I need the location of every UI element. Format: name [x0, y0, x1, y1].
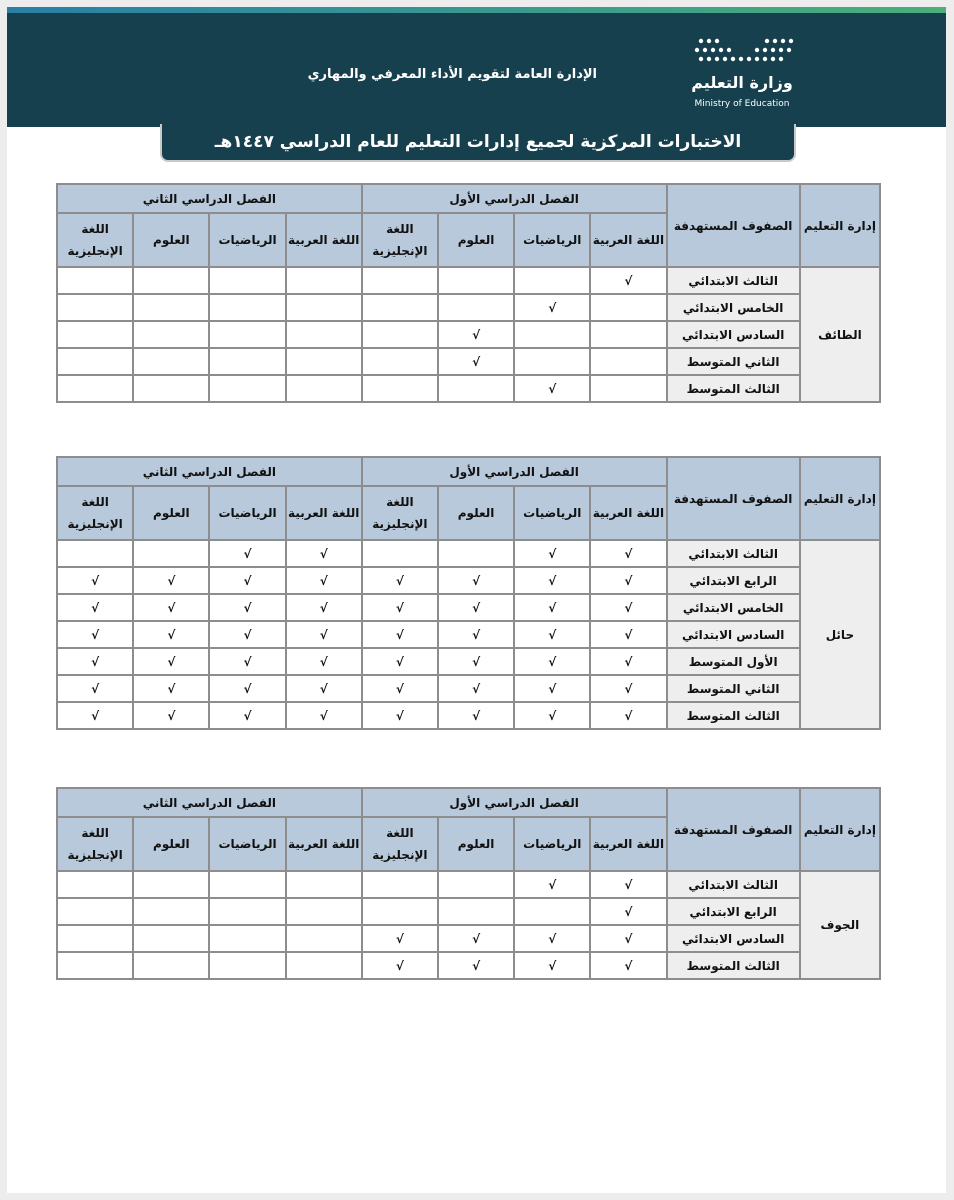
- semester-1-header: الفصل الدراسي الأول: [362, 457, 667, 486]
- grade-label: الثالث المتوسط: [667, 375, 800, 402]
- subject-header-s2-2: الرياضيات: [209, 486, 285, 540]
- table-row: [57, 375, 880, 402]
- table-row: [57, 267, 880, 294]
- check-mark-cell: √: [514, 648, 590, 675]
- empty-cell: [133, 925, 209, 952]
- empty-cell: [590, 375, 666, 402]
- check-mark-cell: √: [590, 621, 666, 648]
- check-mark-cell: √: [438, 702, 514, 729]
- region-name: حائل: [800, 540, 880, 729]
- empty-cell: [514, 898, 590, 925]
- grades-column-header: الصفوف المستهدفة: [667, 457, 800, 540]
- check-mark-cell: √: [438, 594, 514, 621]
- check-mark-cell: √: [590, 898, 666, 925]
- grade-label: الخامس الابتدائي: [667, 294, 800, 321]
- check-mark-cell: √: [209, 621, 285, 648]
- subject-header-s2-1: اللغة العربية: [286, 817, 362, 871]
- grades-column-header: الصفوف المستهدفة: [667, 184, 800, 267]
- empty-cell: [362, 375, 438, 402]
- grade-label: السادس الابتدائي: [667, 321, 800, 348]
- header-row: [57, 788, 880, 817]
- empty-cell: [438, 871, 514, 898]
- empty-cell: [362, 267, 438, 294]
- check-mark-cell: √: [590, 648, 666, 675]
- subject-header-s2-3: العلوم: [133, 817, 209, 871]
- document-title-bar: [160, 124, 796, 162]
- check-mark-cell: √: [514, 675, 590, 702]
- empty-cell: [133, 294, 209, 321]
- check-mark-cell: √: [362, 675, 438, 702]
- check-mark-cell: √: [590, 702, 666, 729]
- table-row: [57, 648, 880, 675]
- semester-1-header: الفصل الدراسي الأول: [362, 788, 667, 817]
- check-mark-cell: √: [514, 952, 590, 979]
- empty-cell: [590, 321, 666, 348]
- empty-cell: [57, 348, 133, 375]
- empty-cell: [133, 321, 209, 348]
- check-mark-cell: √: [286, 702, 362, 729]
- check-mark-cell: √: [209, 648, 285, 675]
- grade-label: الثالث الابتدائي: [667, 871, 800, 898]
- empty-cell: [286, 898, 362, 925]
- empty-cell: [362, 348, 438, 375]
- empty-cell: [57, 925, 133, 952]
- empty-cell: [57, 375, 133, 402]
- check-mark-cell: √: [590, 540, 666, 567]
- empty-cell: [57, 871, 133, 898]
- check-mark-cell: √: [590, 952, 666, 979]
- check-mark-cell: √: [133, 702, 209, 729]
- empty-cell: [57, 294, 133, 321]
- check-mark-cell: √: [133, 621, 209, 648]
- empty-cell: [133, 871, 209, 898]
- check-mark-cell: √: [57, 675, 133, 702]
- empty-cell: [286, 294, 362, 321]
- grade-label: السادس الابتدائي: [667, 925, 800, 952]
- empty-cell: [438, 898, 514, 925]
- empty-cell: [514, 267, 590, 294]
- schedule-table-3: [56, 787, 881, 980]
- check-mark-cell: √: [362, 702, 438, 729]
- region-column-header: إدارة التعليم: [800, 457, 880, 540]
- empty-cell: [590, 348, 666, 375]
- empty-cell: [286, 925, 362, 952]
- empty-cell: [362, 294, 438, 321]
- subject-header-s1-2: الرياضيات: [514, 213, 590, 267]
- empty-cell: [438, 375, 514, 402]
- empty-cell: [57, 267, 133, 294]
- empty-cell: [286, 871, 362, 898]
- empty-cell: [209, 294, 285, 321]
- table-row: [57, 567, 880, 594]
- empty-cell: [209, 375, 285, 402]
- table-row: [57, 702, 880, 729]
- check-mark-cell: √: [286, 594, 362, 621]
- empty-cell: [57, 898, 133, 925]
- subject-header-s2-2: الرياضيات: [209, 817, 285, 871]
- check-mark-cell: √: [286, 675, 362, 702]
- table-row: [57, 621, 880, 648]
- grade-label: السادس الابتدائي: [667, 621, 800, 648]
- empty-cell: [438, 540, 514, 567]
- empty-cell: [362, 321, 438, 348]
- check-mark-cell: √: [133, 594, 209, 621]
- empty-cell: [133, 540, 209, 567]
- check-mark-cell: √: [209, 540, 285, 567]
- subject-header-s2-4: اللغة الإنجليزية: [57, 213, 133, 267]
- check-mark-cell: √: [209, 567, 285, 594]
- grade-label: الأول المتوسط: [667, 648, 800, 675]
- check-mark-cell: √: [438, 675, 514, 702]
- region-name: الطائف: [800, 267, 880, 402]
- ministry-logo: [687, 33, 797, 117]
- logo-english-text: Ministry of Education: [694, 99, 790, 109]
- check-mark-cell: √: [57, 567, 133, 594]
- empty-cell: [209, 952, 285, 979]
- grade-label: الثاني المتوسط: [667, 348, 800, 375]
- empty-cell: [209, 348, 285, 375]
- grade-label: الثاني المتوسط: [667, 675, 800, 702]
- table-row: [57, 594, 880, 621]
- semester-2-header: الفصل الدراسي الثاني: [57, 457, 362, 486]
- empty-cell: [133, 952, 209, 979]
- check-mark-cell: √: [590, 267, 666, 294]
- subject-header-s2-4: اللغة الإنجليزية: [57, 486, 133, 540]
- empty-cell: [590, 294, 666, 321]
- empty-cell: [362, 898, 438, 925]
- check-mark-cell: √: [209, 702, 285, 729]
- check-mark-cell: √: [286, 648, 362, 675]
- check-mark-cell: √: [362, 925, 438, 952]
- empty-cell: [438, 294, 514, 321]
- region-name: الجوف: [800, 871, 880, 979]
- document-title: الاختبارات المركزية لجميع إدارات التعليم للعام الدراسي ١٤٤٧هـ: [214, 132, 742, 152]
- check-mark-cell: √: [590, 594, 666, 621]
- grades-column-header: الصفوف المستهدفة: [667, 788, 800, 871]
- check-mark-cell: √: [133, 567, 209, 594]
- check-mark-cell: √: [438, 567, 514, 594]
- header-row: [57, 184, 880, 213]
- subject-header-s1-2: الرياضيات: [514, 486, 590, 540]
- subject-header-s2-4: اللغة الإنجليزية: [57, 817, 133, 871]
- grade-label: الخامس الابتدائي: [667, 594, 800, 621]
- check-mark-cell: √: [362, 952, 438, 979]
- grade-label: الرابع الابتدائي: [667, 898, 800, 925]
- empty-cell: [209, 871, 285, 898]
- check-mark-cell: √: [514, 540, 590, 567]
- check-mark-cell: √: [362, 594, 438, 621]
- empty-cell: [209, 925, 285, 952]
- empty-cell: [286, 348, 362, 375]
- check-mark-cell: √: [514, 925, 590, 952]
- department-name: الإدارة العامة لتقويم الأداء المعرفي والمهاري: [307, 67, 597, 82]
- check-mark-cell: √: [438, 952, 514, 979]
- subject-header-s2-1: اللغة العربية: [286, 486, 362, 540]
- empty-cell: [514, 348, 590, 375]
- check-mark-cell: √: [362, 567, 438, 594]
- subject-header-s1-1: اللغة العربية: [590, 817, 666, 871]
- check-mark-cell: √: [438, 621, 514, 648]
- empty-cell: [57, 540, 133, 567]
- subject-header-s1-3: العلوم: [438, 817, 514, 871]
- empty-cell: [133, 375, 209, 402]
- semester-1-header: الفصل الدراسي الأول: [362, 184, 667, 213]
- subject-header-s1-1: اللغة العربية: [590, 213, 666, 267]
- semester-2-header: الفصل الدراسي الثاني: [57, 184, 362, 213]
- check-mark-cell: √: [57, 648, 133, 675]
- table-row: [57, 348, 880, 375]
- empty-cell: [133, 348, 209, 375]
- subject-header-s1-4: اللغة الإنجليزية: [362, 213, 438, 267]
- empty-cell: [286, 952, 362, 979]
- empty-cell: [362, 540, 438, 567]
- check-mark-cell: √: [57, 621, 133, 648]
- check-mark-cell: √: [514, 871, 590, 898]
- subject-header-s2-3: العلوم: [133, 486, 209, 540]
- grade-label: الثالث الابتدائي: [667, 540, 800, 567]
- check-mark-cell: √: [514, 702, 590, 729]
- subject-header-s2-1: اللغة العربية: [286, 213, 362, 267]
- check-mark-cell: √: [514, 621, 590, 648]
- region-column-header: إدارة التعليم: [800, 788, 880, 871]
- check-mark-cell: √: [57, 702, 133, 729]
- check-mark-cell: √: [590, 675, 666, 702]
- empty-cell: [438, 267, 514, 294]
- empty-cell: [286, 321, 362, 348]
- check-mark-cell: √: [286, 567, 362, 594]
- schedule-table-1: [56, 183, 881, 403]
- empty-cell: [209, 321, 285, 348]
- check-mark-cell: √: [133, 648, 209, 675]
- check-mark-cell: √: [438, 648, 514, 675]
- subject-header-s2-2: الرياضيات: [209, 213, 285, 267]
- table-row: [57, 925, 880, 952]
- check-mark-cell: √: [286, 540, 362, 567]
- check-mark-cell: √: [438, 348, 514, 375]
- subject-header-s1-4: اللغة الإنجليزية: [362, 817, 438, 871]
- table-row: [57, 321, 880, 348]
- table-row: [57, 898, 880, 925]
- empty-cell: [57, 952, 133, 979]
- subject-header-s1-2: الرياضيات: [514, 817, 590, 871]
- check-mark-cell: √: [590, 567, 666, 594]
- check-mark-cell: √: [209, 675, 285, 702]
- grade-label: الرابع الابتدائي: [667, 567, 800, 594]
- check-mark-cell: √: [362, 648, 438, 675]
- check-mark-cell: √: [362, 621, 438, 648]
- check-mark-cell: √: [514, 594, 590, 621]
- empty-cell: [133, 898, 209, 925]
- empty-cell: [514, 321, 590, 348]
- subject-header-s1-1: اللغة العربية: [590, 486, 666, 540]
- check-mark-cell: √: [133, 675, 209, 702]
- table-row: [57, 871, 880, 898]
- table-row: [57, 294, 880, 321]
- subject-header-s2-3: العلوم: [133, 213, 209, 267]
- empty-cell: [209, 898, 285, 925]
- table-row: [57, 540, 880, 567]
- empty-cell: [362, 871, 438, 898]
- check-mark-cell: √: [438, 321, 514, 348]
- semester-2-header: الفصل الدراسي الثاني: [57, 788, 362, 817]
- grade-label: الثالث الابتدائي: [667, 267, 800, 294]
- check-mark-cell: √: [514, 294, 590, 321]
- empty-cell: [57, 321, 133, 348]
- check-mark-cell: √: [590, 871, 666, 898]
- empty-cell: [133, 267, 209, 294]
- logo-arabic-text: وزارة التعليم: [691, 73, 793, 92]
- region-column-header: إدارة التعليم: [800, 184, 880, 267]
- table-row: [57, 675, 880, 702]
- check-mark-cell: √: [209, 594, 285, 621]
- table-row: [57, 952, 880, 979]
- empty-cell: [209, 267, 285, 294]
- check-mark-cell: √: [514, 375, 590, 402]
- grade-label: الثالث المتوسط: [667, 952, 800, 979]
- empty-cell: [286, 267, 362, 294]
- check-mark-cell: √: [514, 567, 590, 594]
- empty-cell: [286, 375, 362, 402]
- header-banner: [7, 13, 946, 127]
- schedule-table-2: [56, 456, 881, 730]
- check-mark-cell: √: [590, 925, 666, 952]
- grade-label: الثالث المتوسط: [667, 702, 800, 729]
- check-mark-cell: √: [57, 594, 133, 621]
- header-row: [57, 457, 880, 486]
- check-mark-cell: √: [286, 621, 362, 648]
- subject-header-s1-3: العلوم: [438, 486, 514, 540]
- check-mark-cell: √: [438, 925, 514, 952]
- subject-header-s1-3: العلوم: [438, 213, 514, 267]
- logo-dots-icon: [691, 33, 795, 69]
- subject-header-s1-4: اللغة الإنجليزية: [362, 486, 438, 540]
